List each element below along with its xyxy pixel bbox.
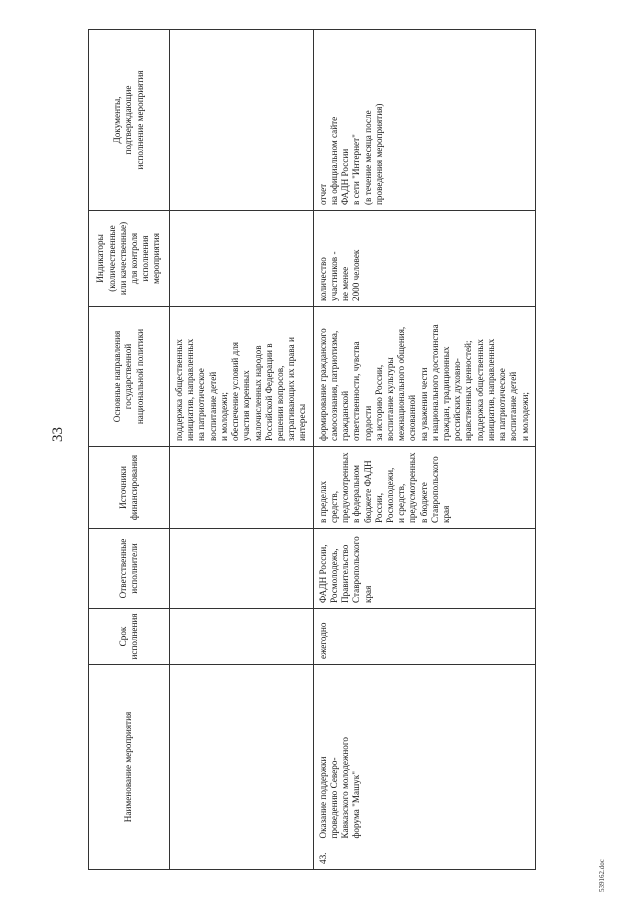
rotated-table-container [88,30,530,870]
cell-event-name [313,665,535,870]
header-directions: Основные направления государственной национальной политики [89,307,170,447]
event-name-text: Оказание поддержки проведению Северо- Кавказского молодежного форума "Машук" [317,737,362,839]
cell-empty [170,529,314,609]
cell-empty [170,211,314,307]
header-funding: Источники финансирования [89,447,170,529]
table-row-continuation [170,30,314,870]
document-footer: 539162.doc [598,859,606,892]
header-name: Наименование мероприятия [89,665,170,870]
cell-funding: в пределах средств, предусмотренных в федеральном бюджете ФАДН России, Росмолодежи, и средств, предусмотренных в бюджете Ставропольского края [313,447,535,529]
cell-empty [170,30,314,211]
events-table [88,29,536,870]
cell-empty [170,609,314,665]
cell-directions: формирование гражданского самосознания, патриотизма, гражданской ответственности, чувства гордости за историю России, воспитание культуры межнационального общения, основанной на уважении чести и национального достоинства граждан, традиционных российских духовно- нравственных ценностей; поддержка общественных инициатив, направленных на патриотическое воспитание детей и молодежи; [313,307,535,447]
page-number: 33 [50,427,66,442]
header-term: Срок исполнения [89,609,170,665]
cell-empty [170,447,314,529]
cell-term: ежегодно [313,609,535,665]
table-row-43 [313,30,535,870]
table-header-row [89,30,170,870]
cell-documents: отчет на официальном сайте ФАДН России в сети "Интернет" (в течение месяца после проведения мероприятия) [313,30,535,211]
cell-directions-continued: поддержка общественных инициатив, направленных на патриотическое воспитание детей и молодежи; обеспечение условий для участия коренных малочисленных народов Российской Федерации в решении вопросов, затрагивающих их права и интересы [170,307,314,447]
header-executors: Ответственные исполнители [89,529,170,609]
header-indicators: Индикаторы (количественные или качественные) для контроля исполнения мероприятия [89,211,170,307]
row-number: 43. [317,852,328,864]
header-documents: Документы, подтверждающие исполнение мероприятия [89,30,170,211]
cell-empty [170,665,314,870]
cell-executors: ФАДН России, Росмолодежь, Правительство Ставропольского края [313,529,535,609]
cell-indicators: количество участников - не менее 2000 человек [313,211,535,307]
